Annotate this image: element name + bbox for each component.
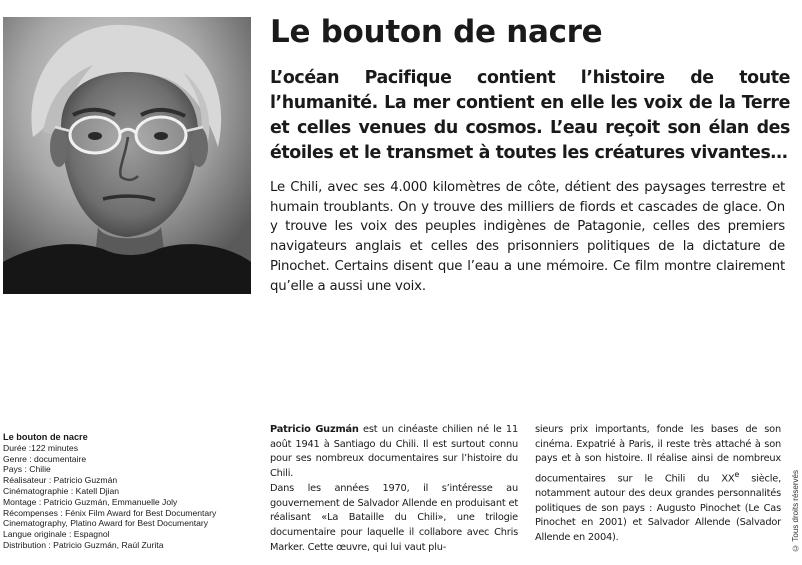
credit-cast: Distribution : Patricio Guzmán, Raúl Zurita [3, 539, 164, 550]
credit-country: Pays : Chilie [3, 464, 51, 475]
credit-director: Réalisateur : Patricio Guzmán [3, 475, 118, 486]
credit-language: Langue originale : Espagnol [3, 529, 110, 540]
credit-cinematography: Cinématographie : Katell Djian [3, 485, 120, 496]
film-title: Le bouton de nacre [270, 14, 603, 50]
bio-paragraph-1 [270, 423, 518, 482]
credit-duration: Durée :122 minutes [3, 442, 78, 453]
director-bio-column-1 [270, 423, 518, 555]
portrait-illustration [3, 17, 251, 294]
credit-awards: Récompenses : Fénix Film Award for Best Documentary [3, 507, 217, 518]
bio-text-part-a: sieurs prix importants, fonde les bases de son cinéma. Expatrié à Paris, il reste très attaché à son pays et à son histoire. Il réalise ainsi de nombreux documentaires sur le Chili du XX [535, 424, 781, 485]
director-bio-column-2 [535, 423, 781, 546]
credit-editing: Montage : Patricio Guzmán, Emmanuelle Joly [3, 496, 178, 507]
credits-title: Le bouton de nacre [3, 432, 88, 442]
credit-awards-continued: Cinematography, Platino Award for Best Documentary [3, 518, 209, 529]
bio-intro-text: est un cinéaste chilien né le 11 août 1941 à Santiago du Chili. Il est surtout connu pour ses nombreux documentaires sur l’histoire du Chili. [270, 424, 518, 480]
rights-notice: © Tous droits réservés [791, 470, 800, 553]
director-portrait-photo [3, 17, 251, 294]
director-name: Patricio Guzmán [270, 424, 359, 435]
credit-genre: Genre : documentaire [3, 453, 87, 464]
bio-text-part-b: siècle, notamment autour des deux grandes personnalités politiques de son pays : Augusto Pinochet (Le Cas Pinochet en 2001) et Salvador Allende (Salvador Allende en 2004). [535, 473, 781, 544]
bio-paragraph-2: Dans les années 1970, il s’intéresse au gouvernement de Salvador Allende en produisant et réalisant «La Bataille du Chili», une trilogie documentaire pour laquelle il collabore avec Chris Marker. Cette œuvre, qui lui vaut plu- [270, 482, 518, 553]
film-synopsis: Le Chili, avec ses 4.000 kilomètres de côte, détient des paysages terrestre et humain troublants. On y trouve des milliers de fiords et cascades de glace. On y trouve les voix des peuples indigènes de Patagonie, celles des premiers navigateurs anglais et celles des prisonniers politiques de la dictature de Pinochet. Certains disent que l’eau a une mémoire. Ce film montre clairement qu’elle a aussi une voix. [270, 180, 785, 294]
century-superscript: e [734, 469, 740, 480]
film-credits [3, 432, 253, 551]
bio-paragraph-3 [535, 423, 781, 546]
film-lede: L’océan Pacifique contient l’histoire de toute l’humanité. La mer contient en elle les voix de la Terre et celles venues du cosmos. L’eau reçoit son élan des étoiles et le transmet à toutes les créatures vivantes… [270, 68, 790, 163]
